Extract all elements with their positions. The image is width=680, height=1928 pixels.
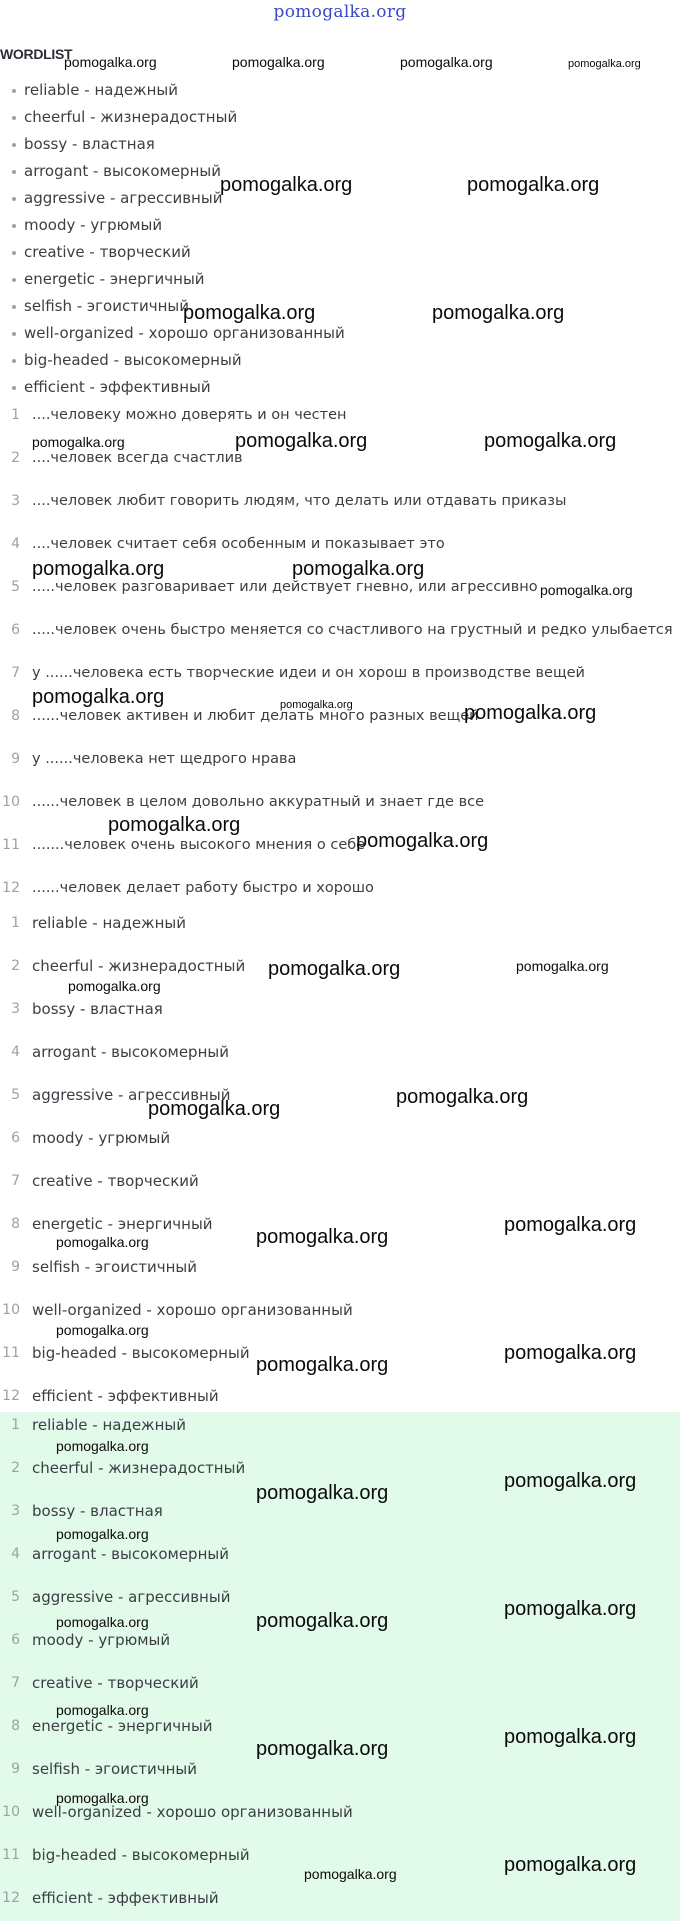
answer-text: bossy - властная	[32, 1000, 163, 1018]
watermark: pomogalka.org	[304, 1866, 397, 1882]
item-number: 8	[11, 708, 20, 724]
section-title: WORDLIST	[0, 46, 73, 62]
watermark: pomogalka.org	[504, 1726, 637, 1748]
bullet-icon	[12, 197, 16, 201]
sentence-item	[0, 402, 680, 445]
list-item	[0, 239, 680, 266]
watermark: pomogalka.org	[56, 1526, 149, 1542]
watermark: pomogalka.org	[256, 1226, 389, 1248]
item-number: 8	[11, 1718, 20, 1734]
list-item-text: cheerful - жизнерадостный	[24, 108, 238, 126]
item-number: 3	[11, 493, 20, 509]
watermark: pomogalka.org	[256, 1354, 389, 1376]
item-number: 10	[2, 1302, 20, 1318]
sentence-item	[0, 531, 680, 574]
watermark: pomogalka.org	[568, 58, 641, 70]
sentence-text: ....человек всегда счастлив	[32, 450, 243, 466]
list-item	[0, 77, 680, 104]
sentence-text: ....человек любит говорить людям, что делать или отдавать приказы	[32, 493, 567, 509]
bullet-icon	[12, 224, 16, 228]
sentence-text: ....человек считает себя особенным и показывает это	[32, 536, 445, 552]
watermark: pomogalka.org	[232, 54, 325, 70]
item-number: 6	[11, 1130, 20, 1146]
watermark: pomogalka.org	[32, 686, 165, 708]
item-number: 2	[11, 1460, 20, 1476]
sentence-text: .....человек очень быстро меняется со счастливого на грустный и редко улыбается	[32, 622, 673, 638]
watermark: pomogalka.org	[280, 699, 353, 711]
watermark: pomogalka.org	[396, 1086, 529, 1108]
item-number: 5	[11, 1087, 20, 1103]
sentence-text: ......человек делает работу быстро и хорошо	[32, 880, 374, 896]
watermark: pomogalka.org	[220, 174, 353, 196]
watermark: pomogalka.org	[540, 582, 633, 598]
answer-item	[0, 1125, 680, 1168]
answer-item	[0, 1756, 680, 1799]
answer-item	[0, 1211, 680, 1254]
watermark: pomogalka.org	[516, 958, 609, 974]
list-item	[0, 185, 680, 212]
item-number: 3	[11, 1001, 20, 1017]
answer-text: moody - угрюмый	[32, 1631, 171, 1649]
item-number: 2	[11, 958, 20, 974]
bullet-icon	[12, 386, 16, 390]
answer-item	[0, 1885, 680, 1928]
list-item	[0, 293, 680, 320]
sentence-list	[0, 402, 680, 918]
sentence-item	[0, 617, 680, 660]
watermark: pomogalka.org	[235, 430, 368, 452]
item-number: 11	[2, 1847, 20, 1863]
answer-item	[0, 1168, 680, 1211]
item-number: 1	[11, 915, 20, 931]
answer-text: energetic - энергичный	[32, 1215, 213, 1233]
word-list	[0, 77, 680, 401]
highlighted-answer-list	[0, 1412, 680, 1928]
watermark: pomogalka.org	[32, 434, 125, 450]
bullet-icon	[12, 359, 16, 363]
list-item	[0, 374, 680, 401]
answer-text: big-headed - высокомерный	[32, 1846, 250, 1864]
sentence-text: ......человек в целом довольно аккуратный и знает где все	[32, 794, 485, 810]
watermark: pomogalka.org	[268, 958, 401, 980]
answer-text: aggressive - агрессивный	[32, 1086, 231, 1104]
answer-text: cheerful - жизнерадостный	[32, 957, 246, 975]
watermark: pomogalka.org	[56, 1790, 149, 1806]
watermark: pomogalka.org	[504, 1470, 637, 1492]
watermark: pomogalka.org	[56, 1702, 149, 1718]
bullet-icon	[12, 170, 16, 174]
bullet-icon	[12, 305, 16, 309]
highlighted-answer-section	[0, 1412, 680, 1921]
sentence-text: у ......человека нет щедрого нрава	[32, 751, 297, 767]
list-item-text: reliable - надежный	[24, 81, 178, 99]
answer-item	[0, 1627, 680, 1670]
list-item-text: well-organized - хорошо организованный	[24, 324, 345, 342]
watermark: pomogalka.org	[356, 830, 489, 852]
bullet-icon	[12, 116, 16, 120]
watermark: pomogalka.org	[108, 814, 241, 836]
watermark: pomogalka.org	[464, 702, 597, 724]
list-item-text: arrogant - высокомерный	[24, 162, 221, 180]
answer-text: creative - творческий	[32, 1674, 199, 1692]
item-number: 6	[11, 622, 20, 638]
list-item-text: big-headed - высокомерный	[24, 351, 242, 369]
sentence-text: у ......человека есть творческие идеи и он хорош в производстве вещей	[32, 665, 585, 681]
item-number: 11	[2, 1345, 20, 1361]
item-number: 4	[11, 1044, 20, 1060]
sentence-item	[0, 703, 680, 746]
item-number: 9	[11, 1259, 20, 1275]
list-item-text: aggressive - агрессивный	[24, 189, 223, 207]
item-number: 4	[11, 536, 20, 552]
watermark: pomogalka.org	[504, 1342, 637, 1364]
watermark: pomogalka.org	[432, 302, 565, 324]
sentence-text: ....человеку можно доверять и он честен	[32, 407, 347, 423]
site-header	[0, 0, 680, 26]
watermark: pomogalka.org	[32, 558, 165, 580]
item-number: 9	[11, 1761, 20, 1777]
answer-text: arrogant - высокомерный	[32, 1043, 229, 1061]
list-item	[0, 104, 680, 131]
item-number: 5	[11, 1589, 20, 1605]
watermark: pomogalka.org	[64, 54, 157, 70]
list-item	[0, 131, 680, 158]
answer-text: creative - творческий	[32, 1172, 199, 1190]
watermark: pomogalka.org	[148, 1098, 281, 1120]
list-item	[0, 347, 680, 374]
answer-item	[0, 1584, 680, 1627]
watermark: pomogalka.org	[256, 1610, 389, 1632]
answer-list	[0, 910, 680, 1426]
watermark: pomogalka.org	[68, 978, 161, 994]
answer-item	[0, 1039, 680, 1082]
item-number: 10	[2, 794, 20, 810]
bullet-icon	[12, 332, 16, 336]
sentence-item	[0, 488, 680, 531]
answer-item	[0, 1340, 680, 1383]
answer-text: energetic - энергичный	[32, 1717, 213, 1735]
answer-text: reliable - надежный	[32, 914, 186, 932]
item-number: 7	[11, 1173, 20, 1189]
answer-text: selfish - эгоистичный	[32, 1760, 197, 1778]
list-item-text: energetic - энергичный	[24, 270, 205, 288]
bullet-icon	[12, 143, 16, 147]
list-item-text: efficient - эффективный	[24, 378, 211, 396]
sentence-text: .....человек разговаривает или действует гневно, или агрессивно	[32, 579, 538, 595]
item-number: 5	[11, 579, 20, 595]
site-logo[interactable]: pomogalka.org	[273, 2, 407, 22]
answer-item	[0, 953, 680, 996]
watermark: pomogalka.org	[467, 174, 600, 196]
answer-text: aggressive - агрессивный	[32, 1588, 231, 1606]
item-number: 7	[11, 1675, 20, 1691]
list-item-text: creative - творческий	[24, 243, 191, 261]
watermark: pomogalka.org	[56, 1438, 149, 1454]
item-number: 9	[11, 751, 20, 767]
sentence-item	[0, 660, 680, 703]
answer-text: efficient - эффективный	[32, 1889, 219, 1907]
sentence-item	[0, 746, 680, 789]
answer-text: reliable - надежный	[32, 1416, 186, 1434]
watermark: pomogalka.org	[292, 558, 425, 580]
item-number: 7	[11, 665, 20, 681]
answer-item	[0, 1412, 680, 1455]
sentence-text: .......человек очень высокого мнения о себе	[32, 837, 366, 853]
watermark: pomogalka.org	[183, 302, 316, 324]
item-number: 10	[2, 1804, 20, 1820]
watermark: pomogalka.org	[56, 1614, 149, 1630]
item-number: 12	[2, 880, 20, 896]
watermark: pomogalka.org	[504, 1214, 637, 1236]
answer-item	[0, 1498, 680, 1541]
answer-text: cheerful - жизнерадостный	[32, 1459, 246, 1477]
list-item-text: moody - угрюмый	[24, 216, 163, 234]
answer-text: bossy - властная	[32, 1502, 163, 1520]
watermark: pomogalka.org	[56, 1234, 149, 1250]
watermark: pomogalka.org	[56, 1322, 149, 1338]
list-item	[0, 320, 680, 347]
watermark: pomogalka.org	[256, 1482, 389, 1504]
item-number: 12	[2, 1388, 20, 1404]
watermark: pomogalka.org	[504, 1598, 637, 1620]
item-number: 2	[11, 450, 20, 466]
bullet-icon	[12, 251, 16, 255]
answer-item	[0, 1842, 680, 1885]
sentence-item	[0, 574, 680, 617]
answer-text: big-headed - высокомерный	[32, 1344, 250, 1362]
answer-item	[0, 1713, 680, 1756]
answer-text: well-organized - хорошо организованный	[32, 1301, 353, 1319]
item-number: 6	[11, 1632, 20, 1648]
answer-item	[0, 1670, 680, 1713]
answer-item	[0, 1082, 680, 1125]
list-item	[0, 158, 680, 185]
item-number: 3	[11, 1503, 20, 1519]
watermark: pomogalka.org	[504, 1854, 637, 1876]
list-item-text: bossy - властная	[24, 135, 155, 153]
answer-text: well-organized - хорошо организованный	[32, 1803, 353, 1821]
watermark: pomogalka.org	[484, 430, 617, 452]
answer-item	[0, 996, 680, 1039]
list-item	[0, 212, 680, 239]
item-number: 11	[2, 837, 20, 853]
item-number: 1	[11, 1417, 20, 1433]
item-number: 4	[11, 1546, 20, 1562]
sentence-item	[0, 789, 680, 832]
answer-text: arrogant - высокомерный	[32, 1545, 229, 1563]
item-number: 1	[11, 407, 20, 423]
sentence-item	[0, 445, 680, 488]
answer-text: selfish - эгоистичный	[32, 1258, 197, 1276]
answer-item	[0, 1799, 680, 1842]
item-number: 12	[2, 1890, 20, 1906]
watermark: pomogalka.org	[256, 1738, 389, 1760]
sentence-text: ......человек активен и любит делать много разных вещей	[32, 708, 479, 724]
answer-item	[0, 1455, 680, 1498]
answer-text: moody - угрюмый	[32, 1129, 171, 1147]
answer-text: efficient - эффективный	[32, 1387, 219, 1405]
sentence-item	[0, 832, 680, 875]
list-item-text: selfish - эгоистичный	[24, 297, 189, 315]
bullet-icon	[12, 278, 16, 282]
watermark: pomogalka.org	[400, 54, 493, 70]
answer-item	[0, 1297, 680, 1340]
bullet-icon	[12, 89, 16, 93]
answer-item	[0, 1541, 680, 1584]
answer-item	[0, 910, 680, 953]
list-item	[0, 266, 680, 293]
answer-item	[0, 1254, 680, 1297]
item-number: 8	[11, 1216, 20, 1232]
